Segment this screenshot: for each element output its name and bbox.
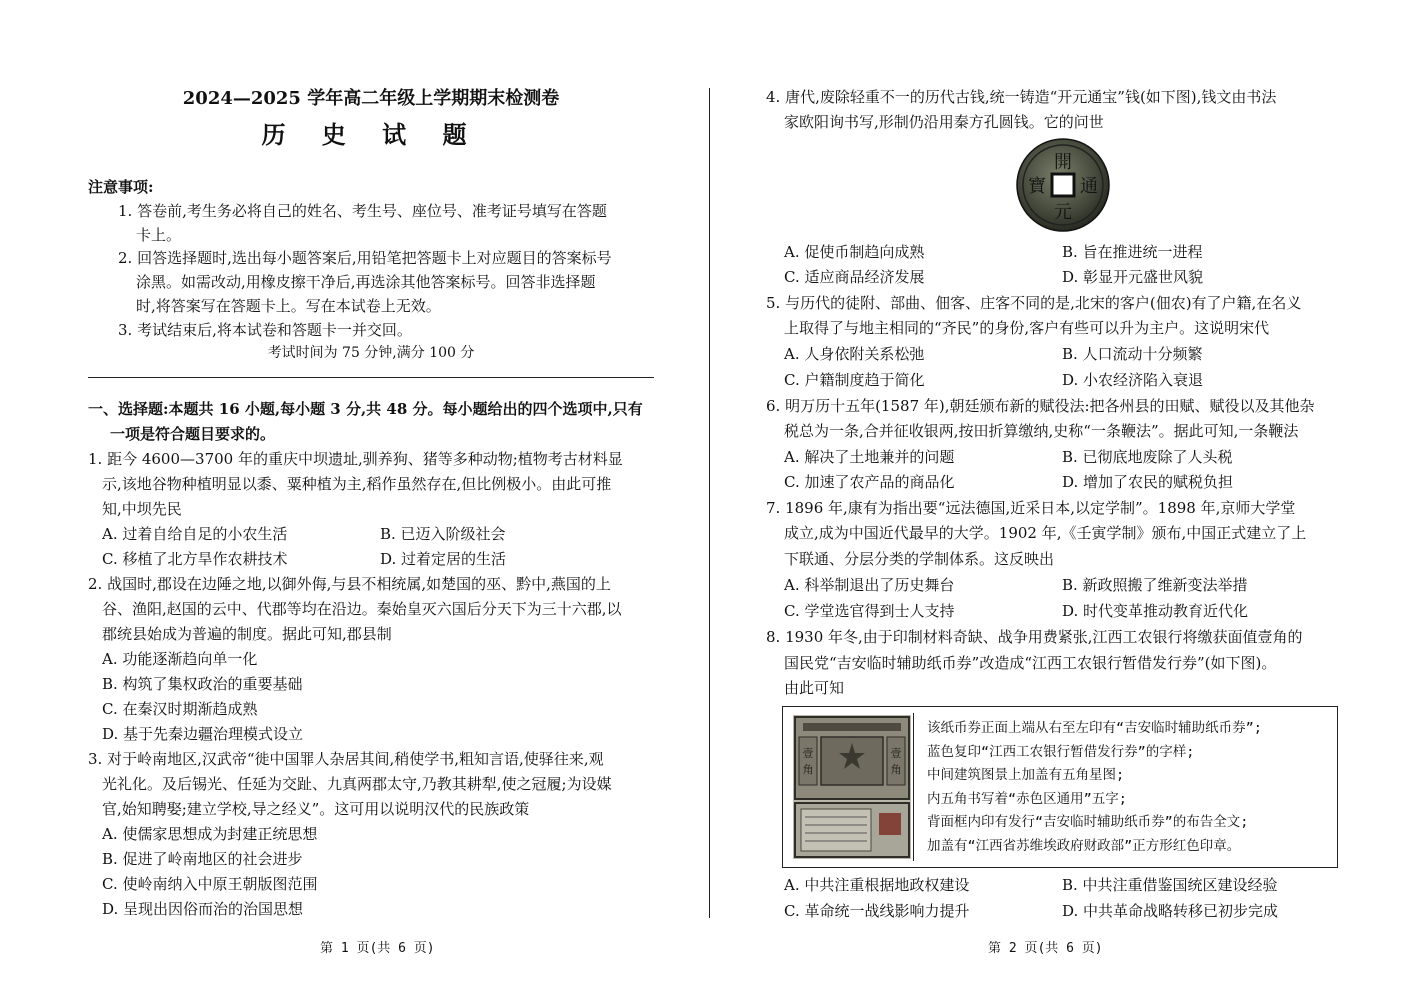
note-face-char: 壹 [890, 747, 902, 760]
question-5-option-b[interactable]: B. 人口流动十分频繁 [1062, 345, 1203, 363]
banknote-figure-box [782, 706, 1338, 868]
banknote-description-line: 内五角书写着“赤色区通用”五字; [927, 790, 1127, 807]
coin-char-right: 通 [1080, 176, 1098, 197]
question-4-option-b[interactable]: B. 旨在推进统一进程 [1062, 243, 1203, 261]
question-2-option-a[interactable]: A. 功能逐渐趋向单一化 [102, 650, 258, 668]
question-2-option-c[interactable]: C. 在秦汉时期渐趋成熟 [102, 700, 258, 718]
question-4-option-c[interactable]: C. 适应商品经济发展 [784, 268, 925, 286]
question-8-option-d[interactable]: D. 中共革命战略转移已初步完成 [1062, 902, 1279, 920]
question-4-stem: 家欧阳询书写,形制仍沿用秦方孔圆钱。它的问世 [784, 113, 1104, 131]
column-divider [709, 88, 710, 918]
question-1-stem: 知,中坝先民 [102, 500, 182, 518]
question-1-option-a[interactable]: A. 过着自给自足的小农生活 [102, 525, 288, 543]
coin-char-left: 寶 [1028, 176, 1046, 197]
note-face-char: 壹 [802, 747, 814, 760]
question-8-option-b[interactable]: B. 中共注重借鉴国统区建设经验 [1062, 876, 1278, 894]
notice-line: 1. 答卷前,考生务必将自己的姓名、考生号、座位号、准考证号填写在答题 [118, 202, 607, 220]
question-2-stem: 谷、渔阳,赵国的云中、代郡等均在沿边。秦始皇灭六国后分天下为三十六郡,以 [102, 600, 622, 618]
notice-line: 3. 考试结束后,将本试卷和答题卡一并交回。 [118, 321, 412, 339]
question-5-option-c[interactable]: C. 户籍制度趋于简化 [784, 371, 925, 389]
question-5-stem: 上取得了与地主相同的“齐民”的身份,客户有些可以升为主户。这说明宋代 [784, 319, 1270, 337]
question-8-option-a[interactable]: A. 中共注重根据地政权建设 [784, 876, 970, 894]
notice-line: 2. 回答选择题时,选出每小题答案后,用铅笔把答题卡上对应题目的答案标号 [118, 249, 612, 267]
question-3-option-a[interactable]: A. 使儒家思想成为封建正统思想 [102, 825, 318, 843]
question-3-stem: 3. 对于岭南地区,汉武帝“徙中国罪人杂居其间,稍使学书,粗知言语,使驿往来,观 [88, 750, 604, 768]
question-7-stem: 7. 1896 年,康有为指出要“远法德国,近采日本,以定学制”。1898 年,京师大学堂 [766, 499, 1296, 517]
page-footer: 第 1 页(共 6 页) [320, 941, 435, 956]
banknote-description-line: 蓝色复印“江西工农银行暂借发行券”的字样; [927, 743, 1195, 760]
notice-line: 卡上。 [136, 226, 182, 244]
question-2-option-d[interactable]: D. 基于先秦边疆治理模式设立 [102, 725, 304, 743]
note-face-char: 角 [802, 763, 814, 776]
question-6-stem: 6. 明万历十五年(1587 年),朝廷颁布新的赋役法:把各州县的田赋、赋役以及其他杂 [766, 397, 1315, 415]
question-6-stem: 税总为一条,合并征收银两,按田折算缴纳,史称“一条鞭法”。据此可知,一条鞭法 [784, 422, 1299, 440]
exam-time: 考试时间为 75 分钟,满分 100 分 [267, 345, 475, 361]
page-footer: 第 2 页(共 6 页) [988, 941, 1103, 956]
section-heading: 一项是符合题目要求的。 [110, 425, 276, 443]
question-7-option-c[interactable]: C. 学堂选官得到士人支持 [784, 602, 955, 620]
question-3-stem: 官,始知聘娶;建立学校,导之经义”。这可用以说明汉代的民族政策 [102, 800, 530, 818]
banknote-image [791, 713, 914, 861]
question-4-option-a[interactable]: A. 促使币制趋向成熟 [784, 243, 925, 261]
question-2-stem: 郡统县始成为普遍的制度。据此可知,郡县制 [102, 625, 392, 643]
banknote-description [927, 717, 1332, 858]
exam-subtitle: 历 史 试 题 [261, 120, 481, 149]
question-4-stem: 4. 唐代,废除轻重不一的历代古钱,统一铸造“开元通宝”钱(如下图),钱文由书法 [766, 88, 1277, 106]
question-7-stem: 成立,成为中国近代最早的大学。1902 年,《壬寅学制》颁布,中国正式建立了上 [784, 524, 1307, 542]
question-1-stem: 1. 距今 4600—3700 年的重庆中坝遗址,驯养狗、猪等多种动物;植物考古材料显 [88, 450, 623, 468]
question-4-option-d[interactable]: D. 彰显开元盛世风貌 [1062, 268, 1204, 286]
banknote-description-line: 该纸币券正面上端从右至左印有“吉安临时辅助纸币券”; [927, 720, 1262, 736]
question-1-option-c[interactable]: C. 移植了北方旱作农耕技术 [102, 550, 288, 568]
notice-line: 时,将答案写在答题卡上。写在本试卷上无效。 [136, 297, 441, 315]
question-6-option-a[interactable]: A. 解决了土地兼并的问题 [784, 448, 955, 466]
question-2-option-b[interactable]: B. 构筑了集权政治的重要基础 [102, 675, 303, 693]
question-8-stem: 8. 1930 年冬,由于印制材料奇缺、战争用费紧张,江西工农银行将缴获面值壹角的 [766, 628, 1303, 646]
question-8-option-c[interactable]: C. 革命统一战线影响力提升 [784, 902, 970, 920]
question-7-option-d[interactable]: D. 时代变革推动教育近代化 [1062, 602, 1249, 620]
question-1-option-d[interactable]: D. 过着定居的生活 [380, 550, 507, 568]
header-rule [88, 377, 654, 378]
notice-heading: 注意事项: [88, 178, 154, 196]
notice-line: 涂黑。如需改动,用橡皮擦干净后,再选涂其他答案标号。回答非选择题 [136, 273, 596, 291]
kaiyuan-coin-image [1016, 138, 1110, 232]
question-1-stem: 示,该地谷物种植明显以黍、粟种植为主,稻作虽然存在,但比例极小。由此可推 [102, 475, 612, 493]
section-heading: 一、选择题:本题共 16 小题,每小题 3 分,共 48 分。每小题给出的四个选项中,只有 [88, 400, 643, 418]
banknote-description-line: 加盖有“江西省苏维埃政府财政部”正方形红色印章。 [927, 837, 1241, 854]
coin-char-top: 開 [1054, 152, 1072, 173]
question-3-option-d[interactable]: D. 呈现出因俗而治的治国思想 [102, 900, 304, 918]
question-7-stem: 下联通、分层分类的学制体系。这反映出 [784, 550, 1055, 568]
question-8-stem: 由此可知 [784, 679, 845, 697]
question-2-stem: 2. 战国时,郡设在边陲之地,以御外侮,与县不相统属,如楚国的巫、黔中,燕国的上 [88, 575, 611, 593]
banknote-description-line: 背面框内印有发行“吉安临时辅助纸币券”的布告全文; [927, 814, 1249, 830]
question-6-option-b[interactable]: B. 已彻底地废除了人头税 [1062, 448, 1233, 466]
exam-title: 2024—2025 学年高二年级上学期期末检测卷 [182, 88, 560, 109]
question-3-option-c[interactable]: C. 使岭南纳入中原王朝版图范围 [102, 875, 318, 893]
note-face-char: 角 [890, 763, 902, 776]
question-1-option-b[interactable]: B. 已迈入阶级社会 [380, 525, 506, 543]
question-8-stem: 国民党“吉安临时辅助纸币券”改造成“江西工农银行暂借发行券”(如下图)。 [784, 654, 1277, 672]
question-7-option-b[interactable]: B. 新政照搬了维新变法举措 [1062, 576, 1248, 594]
question-5-option-d[interactable]: D. 小农经济陷入衰退 [1062, 371, 1204, 389]
question-7-option-a[interactable]: A. 科举制退出了历史舞台 [784, 576, 955, 594]
coin-char-bottom: 元 [1054, 202, 1072, 223]
question-6-option-c[interactable]: C. 加速了农产品的商品化 [784, 473, 955, 491]
banknote-description-line: 中间建筑图景上加盖有五角星图; [927, 767, 1125, 783]
question-6-option-d[interactable]: D. 增加了农民的赋税负担 [1062, 473, 1234, 491]
question-5-option-a[interactable]: A. 人身依附关系松弛 [784, 345, 925, 363]
question-3-stem: 光礼化。及后锡光、任延为交趾、九真两郡太守,乃教其耕犁,使之冠履;为设媒 [102, 775, 612, 793]
question-3-option-b[interactable]: B. 促进了岭南地区的社会进步 [102, 850, 303, 868]
question-5-stem: 5. 与历代的徒附、部曲、佃客、庄客不同的是,北宋的客户(佃农)有了户籍,在名义 [766, 294, 1302, 312]
